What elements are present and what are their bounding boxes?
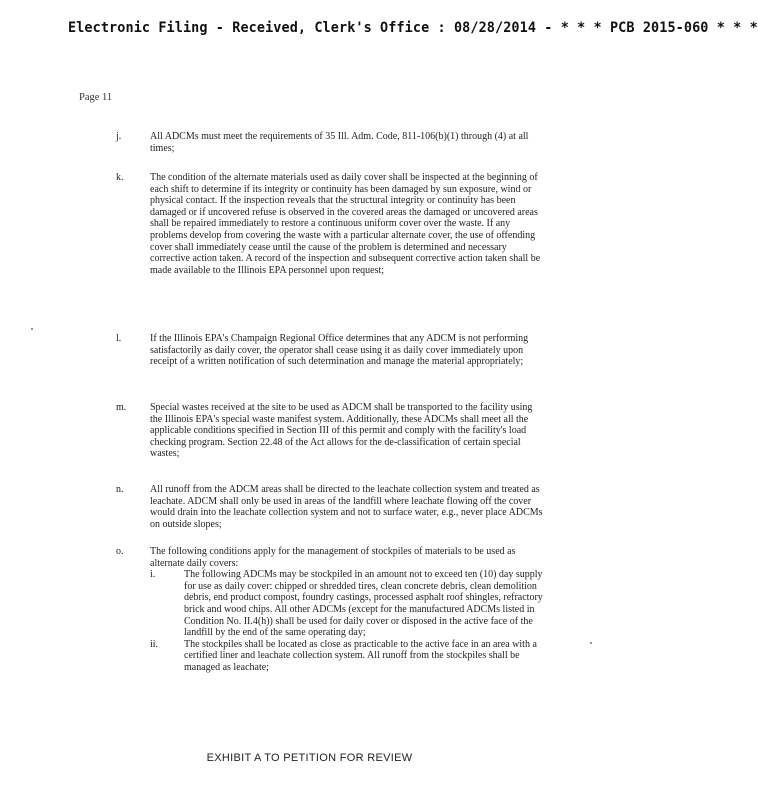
subcondition-marker: ii.	[150, 638, 159, 650]
condition-marker: l.	[116, 333, 122, 344]
condition-marker: m.	[116, 402, 127, 413]
subcondition-i	[150, 569, 546, 639]
condition-item-k	[116, 172, 546, 276]
subcondition-marker: i.	[150, 569, 156, 581]
condition-text: The condition of the alternate materials used as daily cover shall be inspected at the beginning of each shift to determine if its integrity or continuity has been damaged by sun exposure, wind or physical contact. If the inspection reveals that the structural integrity or continuity has been damaged or if uncovered refuse is observed in the covered areas the damaged or uncovered areas shall be repaired immediately to restore a continuous uniform cover over the waste. If any problems develop from covering the waste with a particular alternate cover, the use of offending cover shall immediately cease until the cause of the problem is determined and necessary corrective action taken. A record of the inspection and subsequent corrective action taken shall be made available to the Illinois EPA personnel upon request;	[150, 172, 541, 276]
subcondition-text: The stockpiles shall be located as close as practicable to the active face in an area with a certified liner and leachate collection system. All runoff from the stockpiles shall be managed as leachate;	[184, 638, 537, 673]
scan-speck	[590, 642, 592, 644]
exhibit-footer: EXHIBIT A TO PETITION FOR REVIEW	[206, 752, 413, 764]
filing-stamp: Electronic Filing - Received, Clerk's Office : 08/28/2014 - * * * PCB 2015-060 * * *	[68, 20, 758, 36]
condition-item-o	[116, 546, 546, 674]
condition-text: If the Illinois EPA's Champaign Regional Office determines that any ADCM is not performing satisfactorily as daily cover, the operator shall cease using it as daily cover immediately upon receipt of a written notification of such determination and manage the material appropriately;	[150, 333, 529, 368]
condition-text: All ADCMs must meet the requirements of 35 Ill. Adm. Code, 811-106(b)(1) through (4) at all times;	[150, 131, 529, 154]
condition-item-n	[116, 484, 546, 530]
condition-text: The following conditions apply for the management of stockpiles of materials to be used as alternate daily covers:	[150, 546, 516, 569]
subcondition-ii	[150, 639, 546, 674]
condition-marker: j.	[116, 131, 122, 142]
condition-item-l	[116, 333, 546, 368]
condition-item-j	[116, 131, 546, 154]
condition-marker: o.	[116, 546, 124, 557]
condition-item-m	[116, 402, 546, 460]
condition-text: All runoff from the ADCM areas shall be directed to the leachate collection system and treated as leachate. ADCM shall only be used in areas of the landfill where leachate flowing off the cover would drain into the leachate collection system and not to surface water, e.g., never place ADCMs on outside slopes;	[150, 484, 543, 530]
condition-marker: k.	[116, 172, 124, 183]
page-number: Page 11	[79, 92, 113, 103]
condition-marker: n.	[116, 484, 124, 495]
subcondition-text: The following ADCMs may be stockpiled in an amount not to exceed ten (10) day supply for use as daily cover: chipped or shredded tires, clean concrete debris, clean demolition debris, end product compost, foundry castings, processed asphalt roof shingles, refractory brick and wood chips. All other ADCMs (except for the manufactured ADCMs listed in Condition No. II.4(h)) shall be used for daily cover or disposed in the active face of the landfill by the end of the same operating day;	[184, 569, 543, 639]
condition-text: Special wastes received at the site to be used as ADCM shall be transported to the facility using the Illinois EPA's special waste manifest system. Additionally, these ADCMs shall meet all the applicable conditions specified in Section III of this permit and comply with the facility's load checking program. Section 22.48 of the Act allows for the de-classification of certain special wastes;	[150, 402, 533, 460]
scan-speck	[31, 328, 33, 330]
